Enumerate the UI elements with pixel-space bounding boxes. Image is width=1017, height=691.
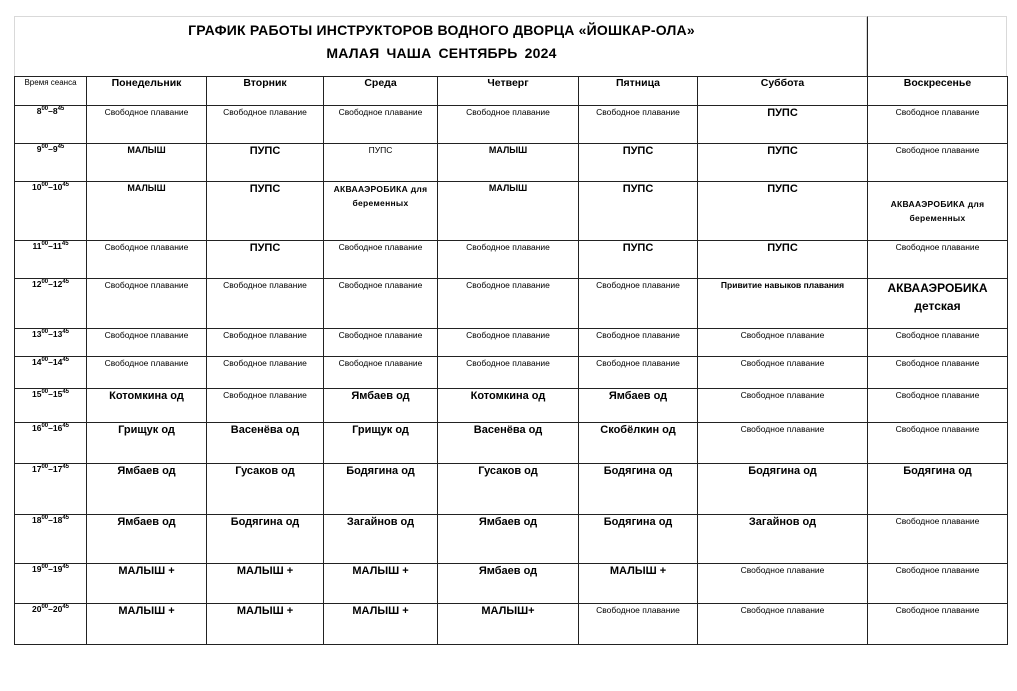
table-row (15, 423, 1008, 464)
time-hour: 12 (52, 279, 63, 289)
session-time: $8^{00}-8^{45}$ (15, 106, 87, 144)
schedule-cell (698, 329, 868, 357)
schedule-cell (324, 389, 438, 423)
time-minutes: 00 (41, 564, 49, 571)
free-swim-label: Свободное плавание (895, 242, 980, 252)
free-swim-label: Свободное плавание (223, 280, 307, 290)
session-time: $12^{00}-12^{45}$ (15, 279, 87, 329)
time-minutes: 45 (57, 106, 65, 113)
session-time: $10^{00}-10^{45}$ (15, 182, 87, 241)
time-hour: 8 (36, 106, 42, 116)
schedule-cell (868, 241, 1008, 279)
schedule-cell (868, 604, 1008, 645)
day-header: Пятница (579, 77, 698, 106)
instructor-label: Ямбаев од (351, 390, 410, 402)
instructor-label: Котомкина од (470, 390, 546, 402)
time-minutes: 00 (41, 604, 49, 611)
free-swim-label: Свободное плавание (104, 107, 189, 117)
schedule-cell (207, 357, 324, 389)
schedule-cell (579, 106, 698, 144)
day-header: Воскресенье (868, 77, 1008, 106)
schedule-cell (698, 182, 868, 241)
free-swim-label: Свободное плавание (338, 242, 423, 252)
day-header: Среда (324, 77, 438, 106)
time-minutes: 00 (41, 464, 49, 471)
schedule-cell (207, 279, 324, 329)
time-minutes: 45 (62, 515, 70, 522)
group-label: ПУПС (767, 242, 798, 254)
day-header: Четверг (438, 77, 579, 106)
schedule-cell (868, 564, 1008, 604)
table-row (15, 604, 1008, 645)
instructor-label: Васенёва од (473, 424, 543, 436)
instructor-label: Ямбаев од (117, 465, 176, 477)
group-label: МАЛЫШ (127, 145, 166, 155)
free-swim-label: Свободное плавание (895, 358, 980, 368)
time-minutes: 45 (62, 423, 70, 430)
time-hour: 20 (52, 604, 63, 614)
schedule-cell (438, 464, 579, 515)
time-hour: 19 (52, 564, 63, 574)
group-label: МАЛЫШ + (118, 605, 175, 617)
schedule-cell (87, 106, 207, 144)
schedule-cell (438, 357, 579, 389)
free-swim-label: Свободное плавание (223, 390, 307, 400)
instructor-label: Бодягина од (603, 465, 673, 477)
schedule-cell (579, 564, 698, 604)
time-hour: 11 (52, 241, 62, 251)
table-row (15, 564, 1008, 604)
schedule-cell (438, 564, 579, 604)
group-label: МАЛЫШ (488, 183, 528, 193)
time-minutes: 45 (62, 357, 70, 364)
instructor-label: Бодягина од (903, 465, 972, 477)
schedule-cell (324, 182, 438, 241)
table-row (15, 515, 1008, 564)
instructor-label: Гусаков од (478, 465, 538, 477)
time-minutes: 00 (41, 279, 49, 286)
time-hour: 12 (31, 279, 42, 289)
schedule-cell (324, 279, 438, 329)
session-time: $20^{00}-20^{45}$ (15, 604, 87, 645)
schedule-cell (87, 515, 207, 564)
free-swim-label: Свободное плавание (104, 330, 189, 340)
schedule-cell (868, 464, 1008, 515)
schedule-cell (868, 279, 1008, 329)
free-swim-label: Свободное плавание (466, 358, 550, 368)
free-swim-label: Свободное плавание (895, 107, 980, 117)
time-hour: 16 (31, 423, 42, 433)
day-header: Понедельник (87, 77, 207, 106)
time-hour: 17 (52, 464, 63, 474)
time-hour: 17 (31, 464, 42, 474)
group-label: ПУПС (249, 242, 281, 254)
instructor-label: Ямбаев од (478, 565, 538, 577)
group-label: МАЛЫШ + (609, 565, 667, 577)
time-hour: 14 (31, 357, 42, 367)
free-swim-label: Свободное плавание (740, 424, 825, 434)
time-column-header: Время сеанса (15, 77, 87, 106)
instructor-label: Грищук од (352, 424, 409, 436)
schedule-cell (438, 423, 579, 464)
schedule-cell (579, 357, 698, 389)
schedule-cell (579, 423, 698, 464)
session-time: $9^{00}-9^{45}$ (15, 144, 87, 182)
free-swim-label: Свободное плавание (895, 565, 980, 575)
instructor-label: Бодягина од (230, 516, 300, 528)
schedule-cell (698, 106, 868, 144)
schedule-cell (324, 604, 438, 645)
table-row (15, 357, 1008, 389)
schedule-cell (579, 241, 698, 279)
schedule-sheet (14, 16, 1007, 644)
day-header: Суббота (698, 77, 868, 106)
schedule-cell (698, 389, 868, 423)
schedule-cell (579, 464, 698, 515)
title-block-right (867, 16, 1007, 76)
time-minutes: 00 (41, 423, 49, 430)
free-swim-label: Свободное плавание (338, 358, 423, 368)
free-swim-label: Свободное плавание (740, 358, 825, 368)
free-swim-label: Свободное плавание (466, 280, 550, 290)
free-swim-label: Свободное плавание (895, 330, 980, 340)
group-label: ПУПС (622, 145, 654, 157)
schedule-cell (207, 464, 324, 515)
aquaaerobics-label: АКВААЭРОБИКА детская (887, 281, 988, 313)
time-minutes: 45 (61, 241, 69, 248)
time-minutes: 00 (41, 182, 49, 189)
activity-label: Привитие навыков плавания (720, 280, 845, 290)
free-swim-label: Свободное плавание (466, 242, 550, 252)
aquaaerobics-label: АКВААЭРОБИКА для беременных (333, 184, 428, 208)
schedule-cell (438, 182, 579, 241)
time-hour: 15 (31, 389, 42, 399)
instructor-label: Грищук од (118, 424, 175, 436)
schedule-cell (207, 564, 324, 604)
schedule-subtitle: МАЛАЯ ЧАША СЕНТЯБРЬ 2024 (326, 45, 557, 61)
schedule-cell (698, 241, 868, 279)
schedule-cell (87, 241, 207, 279)
free-swim-label: Свободное плавание (466, 330, 550, 340)
table-row (15, 182, 1008, 241)
group-label: МАЛЫШ+ (481, 605, 535, 617)
schedule-cell (87, 144, 207, 182)
free-swim-label: Свободное плавание (740, 390, 825, 400)
schedule-cell (324, 464, 438, 515)
aquaaerobics-label: АКВААЭРОБИКА для беременных (890, 199, 985, 223)
time-minutes: 45 (62, 464, 70, 471)
free-swim-label: Свободное плавание (895, 390, 980, 400)
schedule-cell (207, 182, 324, 241)
schedule-cell (87, 357, 207, 389)
schedule-cell (438, 241, 579, 279)
instructor-label: Бодягина од (346, 465, 415, 477)
group-label: ПУПС (622, 242, 654, 254)
table-row (15, 329, 1008, 357)
time-hour: 18 (31, 515, 42, 525)
schedule-cell (87, 329, 207, 357)
schedule-cell (324, 515, 438, 564)
time-minutes: 00 (41, 357, 49, 364)
schedule-cell (868, 106, 1008, 144)
group-label: ПУПС (622, 183, 654, 195)
free-swim-label: Свободное плавание (596, 107, 680, 117)
header-row (15, 77, 1008, 106)
schedule-cell (698, 464, 868, 515)
schedule-cell (698, 279, 868, 329)
time-hour: 11 (32, 241, 42, 251)
session-time: $17^{00}-17^{45}$ (15, 464, 87, 515)
instructor-label: Загайнов од (346, 516, 415, 528)
group-label: ПУПС (767, 145, 798, 157)
time-hour: 14 (52, 357, 63, 367)
time-minutes: 00 (41, 241, 49, 248)
schedule-cell (324, 564, 438, 604)
schedule-cell (698, 604, 868, 645)
schedule-cell (207, 241, 324, 279)
free-swim-label: Свободное плавание (596, 358, 680, 368)
time-hour: 8 (52, 106, 58, 116)
group-label: МАЛЫШ (488, 145, 528, 155)
schedule-cell (207, 329, 324, 357)
free-swim-label: Свободное плавание (596, 605, 680, 615)
time-minutes: 00 (41, 106, 49, 113)
free-swim-label: Свободное плавание (895, 145, 980, 155)
time-hour: 13 (31, 329, 42, 339)
schedule-cell (438, 515, 579, 564)
schedule-cell (579, 389, 698, 423)
instructor-label: Скобёлкин од (600, 424, 676, 436)
schedule-cell (868, 144, 1008, 182)
schedule-cell (868, 329, 1008, 357)
schedule-cell (324, 357, 438, 389)
schedule-cell (87, 279, 207, 329)
time-hour: 9 (36, 144, 42, 154)
schedule-cell (324, 423, 438, 464)
schedule-title: ГРАФИК РАБОТЫ ИНСТРУКТОРОВ ВОДНОГО ДВОРЦА «ЙОШКАР-ОЛА» (188, 22, 695, 38)
time-hour: 16 (52, 423, 63, 433)
free-swim-label: Свободное плавание (338, 330, 423, 340)
schedule-cell (207, 604, 324, 645)
session-time: $11^{00}-11^{45}$ (15, 241, 87, 279)
time-minutes: 00 (41, 144, 49, 151)
schedule-cell (868, 389, 1008, 423)
schedule-cell (579, 279, 698, 329)
group-label: МАЛЫШ + (352, 605, 409, 617)
day-header: Вторник (207, 77, 324, 106)
schedule-cell (868, 515, 1008, 564)
free-swim-label: Свободное плавание (223, 330, 307, 340)
schedule-cell (868, 423, 1008, 464)
time-hour: 15 (52, 389, 63, 399)
instructor-label: Гусаков од (235, 465, 295, 477)
schedule-cell (438, 604, 579, 645)
time-minutes: 45 (62, 389, 70, 396)
schedule-cell (868, 357, 1008, 389)
instructor-label: Ямбаев од (117, 516, 176, 528)
session-time: $15^{00}-15^{45}$ (15, 389, 87, 423)
schedule-cell (438, 389, 579, 423)
session-time: $18^{00}-18^{45}$ (15, 515, 87, 564)
time-hour: 18 (52, 515, 63, 525)
instructor-label: Котомкина од (109, 390, 184, 402)
schedule-cell (207, 423, 324, 464)
time-minutes: 45 (62, 279, 70, 286)
title-block (14, 16, 867, 76)
schedule-cell (87, 182, 207, 241)
session-time: $16^{00}-16^{45}$ (15, 423, 87, 464)
session-time: $13^{00}-13^{45}$ (15, 329, 87, 357)
group-label: ПУПС (767, 107, 798, 119)
time-minutes: 45 (62, 604, 70, 611)
schedule-cell (438, 329, 579, 357)
schedule-cell (87, 389, 207, 423)
group-label: МАЛЫШ + (352, 565, 409, 577)
instructor-label: Загайнов од (748, 516, 817, 528)
free-swim-label: Свободное плавание (104, 242, 189, 252)
schedule-cell (698, 144, 868, 182)
time-hour: 20 (31, 604, 42, 614)
time-hour: 9 (52, 144, 58, 154)
group-label: ПУПС (249, 145, 281, 157)
free-swim-label: Свободное плавание (895, 605, 980, 615)
schedule-cell (438, 106, 579, 144)
schedule-cell (87, 423, 207, 464)
free-swim-label: Свободное плавание (895, 424, 980, 434)
schedule-cell (87, 464, 207, 515)
table-row (15, 279, 1008, 329)
time-hour: 10 (31, 182, 42, 192)
schedule-cell (579, 144, 698, 182)
free-swim-label: Свободное плавание (223, 107, 307, 117)
schedule-cell (579, 604, 698, 645)
schedule-cell (579, 515, 698, 564)
instructor-label: Ямбаев од (608, 390, 668, 402)
free-swim-label: Свободное плавание (223, 358, 307, 368)
table-row (15, 106, 1008, 144)
free-swim-label: Свободное плавание (338, 107, 423, 117)
session-time: $19^{00}-19^{45}$ (15, 564, 87, 604)
instructor-label: Бодягина од (603, 516, 673, 528)
free-swim-label: Свободное плавание (740, 605, 825, 615)
free-swim-label: Свободное плавание (338, 280, 423, 290)
schedule-cell (324, 241, 438, 279)
time-minutes: 45 (62, 182, 70, 189)
schedule-cell (698, 515, 868, 564)
free-swim-label: Свободное плавание (104, 358, 189, 368)
schedule-cell (438, 144, 579, 182)
free-swim-label: Свободное плавание (104, 280, 189, 290)
time-minutes: 00 (41, 389, 49, 396)
instructor-label: Васенёва од (230, 424, 300, 436)
free-swim-label: Свободное плавание (740, 565, 825, 575)
schedule-cell (868, 182, 1008, 241)
instructor-label: Ямбаев од (478, 516, 538, 528)
schedule-cell (698, 357, 868, 389)
group-label: МАЛЫШ + (236, 565, 294, 577)
time-minutes: 45 (62, 329, 70, 336)
schedule-cell (324, 329, 438, 357)
schedule-cell (324, 144, 438, 182)
group-label: ПУПС (368, 145, 393, 155)
schedule-cell (207, 515, 324, 564)
table-row (15, 144, 1008, 182)
table-row (15, 389, 1008, 423)
time-minutes: 45 (57, 144, 65, 151)
time-hour: 19 (31, 564, 42, 574)
schedule-cell (207, 144, 324, 182)
schedule-cell (579, 329, 698, 357)
group-label: МАЛЫШ + (118, 565, 175, 577)
schedule-cell (87, 604, 207, 645)
schedule-cell (698, 564, 868, 604)
schedule-cell (438, 279, 579, 329)
group-label: ПУПС (249, 183, 281, 195)
free-swim-label: Свободное плавание (466, 107, 550, 117)
time-minutes: 00 (41, 329, 49, 336)
time-minutes: 00 (41, 515, 49, 522)
group-label: МАЛЫШ + (236, 605, 294, 617)
schedule-cell (207, 389, 324, 423)
time-hour: 10 (52, 182, 63, 192)
time-hour: 13 (52, 329, 63, 339)
schedule-cell (87, 564, 207, 604)
schedule-cell (698, 423, 868, 464)
time-minutes: 45 (62, 564, 70, 571)
group-label: МАЛЫШ (127, 183, 166, 193)
table-row (15, 464, 1008, 515)
schedule-table (14, 76, 1008, 645)
schedule-cell (579, 182, 698, 241)
instructor-label: Бодягина од (748, 465, 817, 477)
free-swim-label: Свободное плавание (740, 330, 825, 340)
session-time: $14^{00}-14^{45}$ (15, 357, 87, 389)
schedule-cell (207, 106, 324, 144)
free-swim-label: Свободное плавание (596, 280, 680, 290)
group-label: ПУПС (767, 183, 798, 195)
free-swim-label: Свободное плавание (895, 516, 980, 526)
schedule-cell (324, 106, 438, 144)
table-row (15, 241, 1008, 279)
free-swim-label: Свободное плавание (596, 330, 680, 340)
